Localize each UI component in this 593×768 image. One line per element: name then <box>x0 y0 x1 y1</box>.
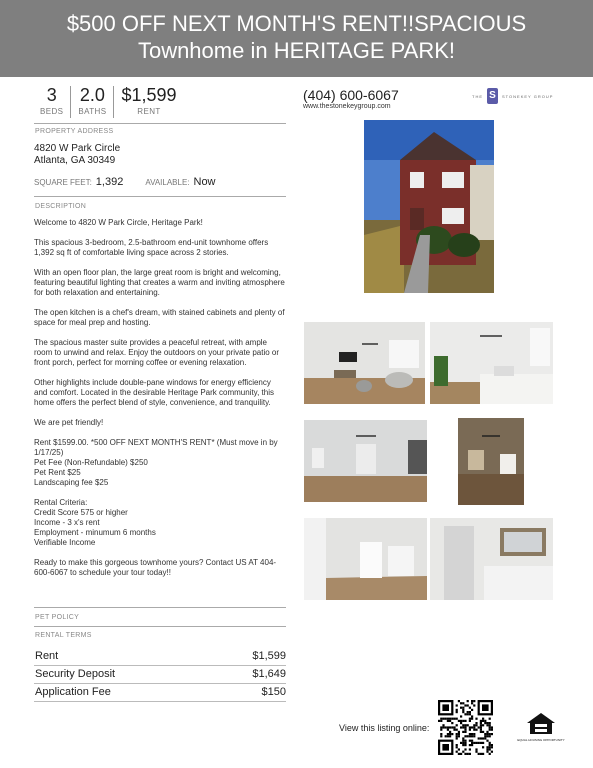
sqft-label: SQUARE FEET: <box>34 178 92 187</box>
description-paragraph: The spacious master suite provides a peaceful retreat, with ample room to unwind and relax. Enjoy the outdoors on your private patio or front porch, perfect for morning coffee or evening relaxation. <box>34 338 280 367</box>
bedroom-photo <box>430 322 553 404</box>
address-line2: Atlanta, GA 30349 <box>34 155 116 166</box>
qr-code[interactable] <box>438 700 493 755</box>
divider <box>34 607 286 608</box>
stat-baths-label: BATHS <box>78 107 107 116</box>
logo-right-text: STONEKEY GROUP <box>502 93 554 99</box>
property-stats <box>34 86 184 118</box>
sqft-value: 1,392 <box>95 176 124 188</box>
bathroom-photo <box>430 518 553 600</box>
table-row <box>34 648 286 666</box>
fireplace-room-photo <box>458 418 524 505</box>
divider <box>34 123 286 124</box>
table-row <box>34 666 286 684</box>
rental-terms-table <box>34 648 286 702</box>
property-address <box>34 143 286 167</box>
term-name: Rent <box>35 650 59 662</box>
property-facts <box>34 176 286 188</box>
description-section-label: DESCRIPTION <box>35 203 87 210</box>
description-paragraph: This spacious 3-bedroom, 2.5-bathroom end-unit townhome offers 1,392 sq ft of comfortable living space across 2 stories. <box>34 238 269 257</box>
living-room-photo <box>304 322 425 404</box>
description-paragraph: Rental Criteria: Credit Score 575 or higher Income - 3 x's rent Employment - minumum 6 months Verifiable Income <box>34 498 156 547</box>
great-room-photo <box>304 420 427 502</box>
hallway-photo <box>304 518 427 600</box>
description-paragraph: Welcome to 4820 W Park Circle, Heritage Park! <box>34 218 203 227</box>
stat-baths <box>71 86 114 118</box>
description-paragraph: With an open floor plan, the large great room is bright and welcoming, featuring beautiful lighting that creates a warm and inviting atmosphere for both relaxation and entertaining. <box>34 268 285 297</box>
eho-text: EQUAL HOUSING OPPORTUNITY <box>517 738 565 742</box>
logo-left-text: THE <box>472 93 483 99</box>
exterior-photo <box>364 120 494 293</box>
description-paragraph: The open kitchen is a chef's dream, with stained cabinets and plenty of space for meal prep and hosting. <box>34 308 285 327</box>
company-logo <box>472 88 553 104</box>
table-row <box>34 684 286 702</box>
divider <box>34 196 286 197</box>
stat-rent-label: RENT <box>137 107 161 116</box>
view-listing-label: View this listing online: <box>339 723 430 733</box>
term-value: $1,599 <box>252 650 286 662</box>
address-section-label: PROPERTY ADDRESS <box>35 128 114 135</box>
banner-title-line2: Townhome in HERITAGE PARK! <box>137 38 456 63</box>
logo-mark: S <box>487 88 498 104</box>
banner-title-line1: $500 OFF NEXT MONTH'S RENT!!SPACIOUS <box>66 11 527 36</box>
stat-rent <box>114 86 183 118</box>
description-paragraph: Rent $1599.00. *500 OFF NEXT MONTH'S RENT* (Must move in by 1/17/25) Pet Fee (Non-Refundable) $250 Pet Rent $25 Landscaping fee $25 <box>34 438 278 487</box>
stat-beds <box>34 86 71 118</box>
available-label: AVAILABLE: <box>145 178 190 187</box>
term-name: Security Deposit <box>35 668 116 680</box>
contact-phone[interactable]: (404) 600-6067 <box>303 87 399 103</box>
description-paragraph: Ready to make this gorgeous townhome yours? Contact US AT 404-600-6067 to schedule your tour today!! <box>34 558 277 577</box>
contact-website[interactable]: www.thestonekeygroup.com <box>303 103 391 110</box>
stat-beds-value: 3 <box>46 85 57 105</box>
rental-terms-label: RENTAL TERMS <box>35 632 92 639</box>
term-value: $150 <box>261 686 286 698</box>
address-line1: 4820 W Park Circle <box>34 143 121 154</box>
description-paragraph: We are pet friendly! <box>34 418 104 427</box>
term-name: Application Fee <box>35 686 111 698</box>
stat-baths-value: 2.0 <box>79 85 105 105</box>
listing-banner <box>0 0 593 77</box>
equal-housing-icon <box>517 712 565 744</box>
stat-beds-label: BEDS <box>40 107 64 116</box>
available-value: Now <box>193 176 216 188</box>
pet-policy-label: PET POLICY <box>35 614 80 621</box>
stat-rent-value: $1,599 <box>121 85 177 105</box>
description-paragraph: Other highlights include double-pane windows for energy efficiency and comfort. Located in the desirable Heritage Park community, this home offers the perfect blend of style, convenience, and tranquility. <box>34 378 274 407</box>
description-body <box>34 218 286 588</box>
divider <box>34 626 286 627</box>
term-value: $1,649 <box>252 668 286 680</box>
